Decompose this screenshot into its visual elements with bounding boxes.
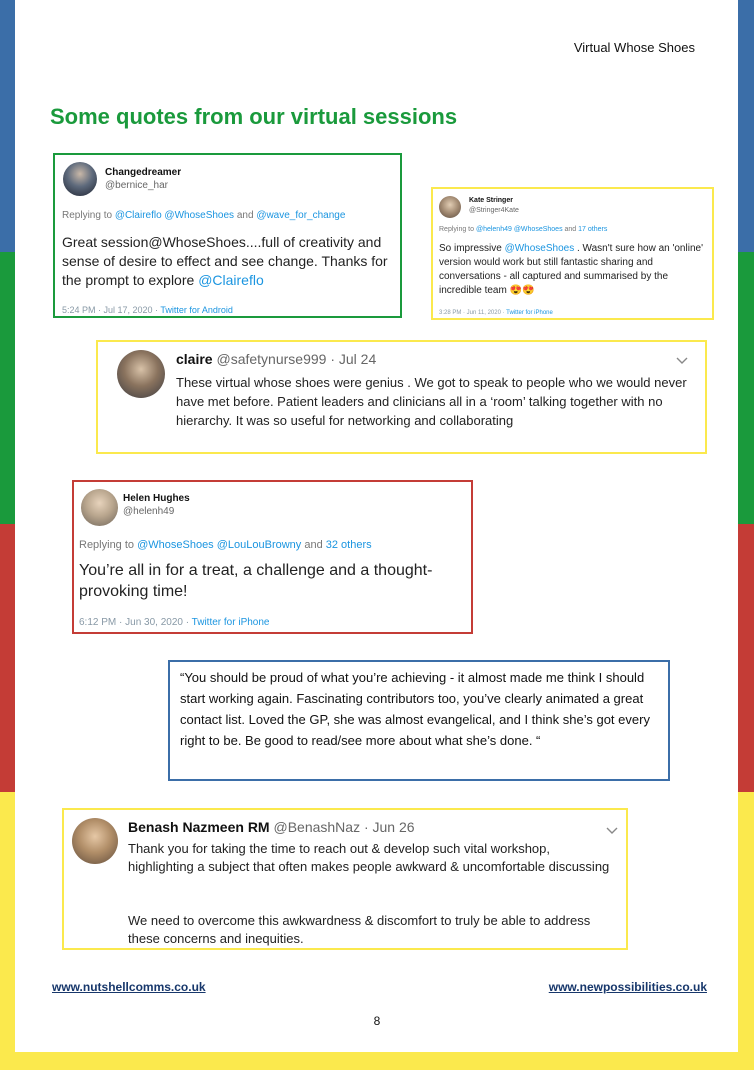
tweet-time: 3:28 PM · Jun 11, 2020 ·: [439, 310, 507, 316]
avatar: [63, 162, 97, 196]
tweet-text: [439, 242, 712, 298]
chevron-down-icon[interactable]: [676, 352, 688, 362]
tweet-replying-line: [79, 539, 372, 551]
tweet-meta: [62, 305, 233, 315]
tweet-replying-line: [62, 210, 345, 221]
footer-link-nutshellcomms[interactable]: www.nutshellcomms.co.uk: [52, 980, 206, 994]
replying-links[interactable]: @helenh49 @WhoseShoes: [475, 226, 563, 233]
avatar: [439, 196, 461, 218]
tweet-text-mention[interactable]: @Claireflo: [198, 272, 264, 288]
tweet-benash-nazmeen: [62, 808, 628, 950]
tweet-author-handle: @BenashNaz · Jun 26: [273, 819, 415, 835]
tweet-text-mention[interactable]: @WhoseShoes: [504, 243, 575, 254]
tweet-author-handle: @bernice_har: [105, 180, 168, 191]
replying-last-link[interactable]: 32 others: [325, 539, 372, 551]
replying-prefix: Replying to: [62, 210, 115, 221]
tweet-claire: [96, 340, 707, 454]
page-title: Some quotes from our virtual sessions: [50, 104, 458, 129]
quote-text: “You should be proud of what you’re achieving - it almost made me think I should start working again. Fascinating contributors too, you’ve clearly animated a great contact list. Loved the GP, she was almost evangelical, and I think she’s got every right to be. Be good to read/see more about what she’s done. “: [180, 670, 650, 748]
replying-and: and: [301, 539, 326, 551]
tweet-time: 5:24 PM · Jul 17, 2020 ·: [62, 305, 161, 315]
tweet-source-link[interactable]: Twitter for iPhone: [506, 310, 553, 316]
quote-box: [168, 660, 670, 781]
tweet-author-handle: @Stringer4Kate: [469, 207, 519, 214]
tweet-author-name: Benash Nazmeen RM: [128, 819, 270, 835]
replying-links[interactable]: @Claireflo @WhoseShoes: [114, 210, 235, 221]
tweet-text-body: Great session@WhoseShoes....full of creativity and sense of desire to effect and see change. Thanks for the prompt to explore: [62, 234, 388, 288]
tweet-changedreamer: [53, 153, 402, 318]
tweet-text: You’re all in for a treat, a challenge and a thought-provoking time!: [79, 562, 433, 600]
tweet-text: [62, 233, 398, 290]
running-header: Virtual Whose Shoes: [573, 40, 695, 55]
tweet-author-name: Helen Hughes: [123, 493, 190, 504]
tweet-source-link[interactable]: Twitter for Android: [160, 305, 233, 315]
tweet-author-handle: @safetynurse999 · Jul 24: [216, 351, 377, 367]
tweet-text-paragraph-1: Thank you for taking the time to reach out & develop such vital workshop, highlighting a subject that often makes people awkward & uncomfortable discussing: [128, 841, 610, 874]
tweet-text-body: . Wasn't sure how an 'online' version would work but still fantastic sharing and conversations - all captured and summarised by the incredible team 😍😍: [439, 243, 703, 296]
replying-links[interactable]: @WhoseShoes @LouLouBrowny: [137, 539, 302, 551]
tweet-text: These virtual whose shoes were genius . We got to speak to people who we would never have met before. Patient leaders and clinicians all in a ‘room’ talking together with no hierarchy. It was so useful for networking and collaborating: [176, 375, 687, 428]
tweet-meta: [439, 310, 553, 316]
tweet-meta: [79, 617, 269, 628]
tweet-author-handle: @helenh49: [123, 506, 175, 517]
replying-last-link[interactable]: 17 others: [578, 226, 608, 233]
tweet-text-paragraph-2: We need to overcome this awkwardness & discomfort to truly be able to address these concerns and inequities.: [128, 913, 591, 946]
tweet-helen-hughes: [72, 480, 473, 634]
tweet-author-name: Kate Stringer: [469, 197, 513, 204]
tweet-header-line: [128, 819, 415, 835]
tweet-author-name: Changedreamer: [105, 167, 182, 178]
avatar: [117, 350, 165, 398]
avatar: [72, 818, 118, 864]
replying-prefix: Replying to: [439, 226, 476, 233]
tweet-replying-line: [439, 226, 607, 233]
replying-and: and: [562, 226, 579, 233]
replying-last-link[interactable]: @wave_for_change: [256, 210, 346, 221]
tweet-text-prefix: So impressive: [439, 243, 505, 254]
tweet-author-name: claire: [176, 351, 213, 367]
replying-and: and: [234, 210, 257, 221]
tweet-kate-stringer: [431, 187, 714, 320]
page-number: 8: [373, 1014, 381, 1028]
avatar: [81, 489, 118, 526]
replying-prefix: Replying to: [79, 539, 138, 551]
tweet-source-link[interactable]: Twitter for iPhone: [191, 617, 270, 628]
tweet-time: 6:12 PM · Jun 30, 2020 ·: [79, 617, 192, 628]
chevron-down-icon[interactable]: [606, 822, 618, 832]
footer-link-newpossibilities[interactable]: www.newpossibilities.co.uk: [548, 980, 707, 994]
tweet-header-line: [176, 351, 376, 367]
